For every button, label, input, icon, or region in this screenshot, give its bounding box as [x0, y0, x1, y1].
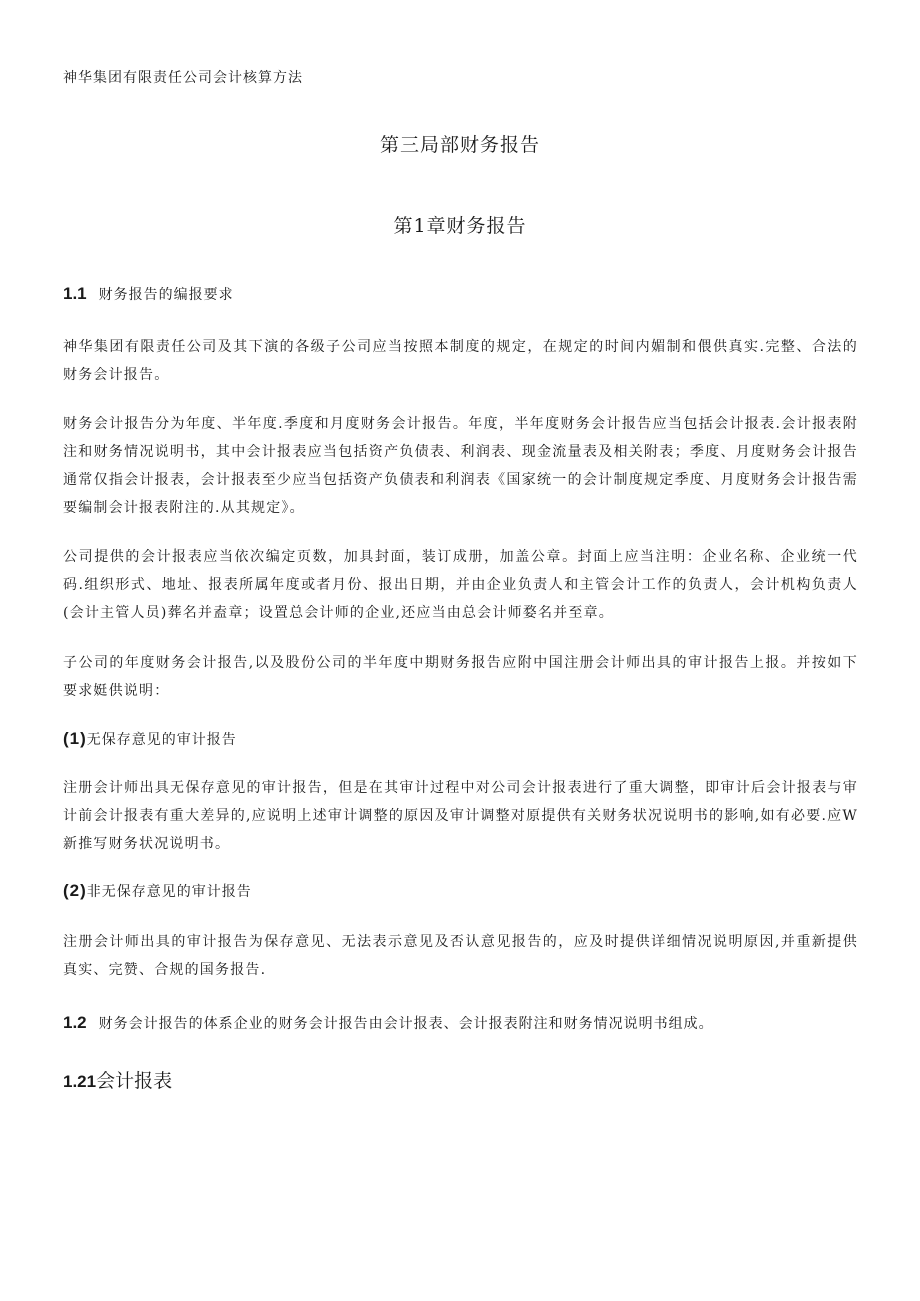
running-header: 神华集团有限责任公司会计核算方法: [63, 70, 303, 86]
paragraph-unqualified: 注册会计师出具无保存意见的审计报告，但是在其审计过程中对公司会计报表进行了重大调整，即审计后会计报表与审计前会计报表有重大差异的,应说明上述审计调整的原因及审计调整对原提供有关财务状况说明书的影响,如有必要.应W新推写财务状况说明书。: [63, 780, 858, 852]
part-title: 第三局部财务报告: [379, 134, 540, 156]
chapter-title: 第1章财务报告: [393, 215, 527, 237]
section-1-1-heading: [63, 284, 234, 304]
subheading-title: 无保存意见的审计报告: [86, 732, 237, 748]
paragraph-binding: 公司提供的会计报表应当依次编定页数，加具封面，装订成册，加盖公章。封面上应当注明：企业名称、企业统一代码.组织形式、地址、报表所属年度或者月份、报出日期，并由企业负责人和主管会计工作的负责人，会计机构负责人(会计主管人员)葬名并盍章；设置总会计师的企业,还应当由总会计师婺名并至章。: [63, 549, 858, 621]
section-number: 1.21: [63, 1072, 97, 1091]
subheading-title: 非无保存意见的审计报告: [86, 884, 252, 900]
paragraph-qualified: 注册会计师出具的审计报告为保存意见、无法表示意见及否认意见报告的，应及时提供详细情况说明原因,并重新提供真实、完赞、合规的国务报告.: [63, 934, 858, 978]
subheading-unqualified: [63, 729, 237, 749]
section-number: 1.1: [63, 284, 87, 303]
section-number: 1.2: [63, 1013, 87, 1032]
subheading-qualified: [63, 881, 252, 901]
subheading-number: (1): [63, 729, 87, 748]
paragraph-scope: 神华集团有限责任公司及其下演的各级子公司应当按照本制度的规定，在规定的时间内媚制和偎供真实.完整、合法的财务会计报告。: [63, 339, 858, 383]
subheading-number: (2): [63, 881, 87, 900]
section-title: 财务报告的编报要求: [98, 287, 234, 303]
section-1-2-heading: [63, 1013, 714, 1033]
section-title: 财务会计报告的体系企业的财务会计报告由会计报表、会计报表附注和财务情况说明书组成。: [98, 1016, 714, 1032]
paragraph-audit-requirement: 子公司的年度财务会计报告,以及股份公司的半年度中期财务报告应附中国注册会计师出具的审计报告上报。并按如下要求娗供说明：: [63, 655, 858, 699]
section-title: 会计报表: [96, 1070, 173, 1092]
paragraph-report-types: 财务会计报告分为年度、半年度.季度和月度财务会计报告。年度，半年度财务会计报告应当包括会计报表.会计报表附注和财务情况说明书，其中会计报表应当包括资产负债表、利润表、现金流量表及相关附表；季度、月度财务会计报告通常仅指会计报表，会计报表至少应当包括资产负债表和利润表《国家统一的会计制度规定季度、月度财务会计报告需要编制会计报表附注的.从其规定》。: [63, 416, 858, 516]
section-1-21-heading: [63, 1066, 172, 1093]
